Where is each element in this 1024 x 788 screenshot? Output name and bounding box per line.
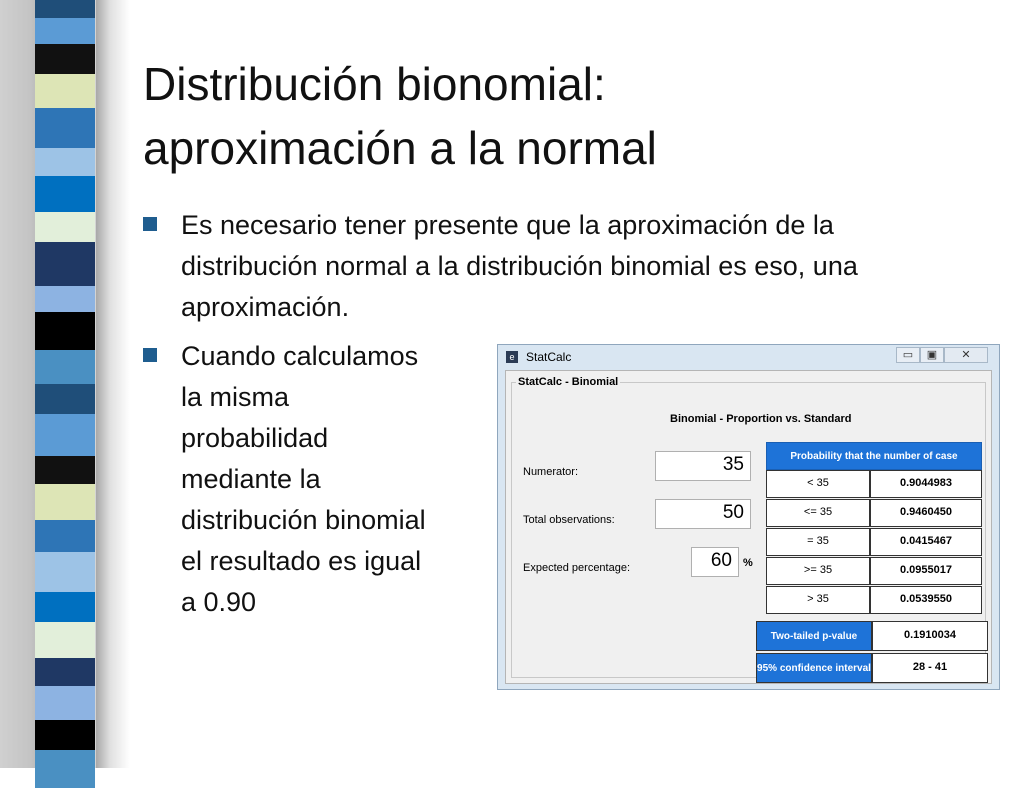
stripe-block	[35, 176, 95, 212]
stripe-block	[35, 384, 95, 414]
numerator-label: Numerator:	[523, 466, 579, 478]
stripe-block	[35, 350, 95, 384]
table-row	[766, 528, 982, 556]
bullet-text-line: distribución normal a la distribución binomial es eso, una	[181, 251, 858, 281]
bullet-text	[181, 336, 481, 623]
probability-cell: 0.9044983	[870, 470, 982, 498]
stripe-block	[35, 658, 95, 686]
confidence-interval-value: 28 - 41	[872, 653, 988, 683]
probability-table-header: Probability that the number of case	[766, 442, 982, 470]
window-titlebar	[498, 345, 999, 369]
stripe-block	[35, 622, 95, 658]
stripe-block	[35, 312, 95, 350]
slide-title-line-2: aproximación a la normal	[143, 122, 657, 174]
stripe-block	[35, 414, 95, 456]
stripe-block	[35, 74, 95, 108]
table-row	[766, 557, 982, 585]
stripe-block	[35, 286, 95, 312]
stripe-block	[35, 686, 95, 720]
condition-cell: >= 35	[766, 557, 870, 585]
slide-decoration-stripe	[35, 0, 95, 768]
table-row	[766, 586, 982, 614]
bullet-text-line: distribución binomial	[181, 505, 426, 535]
bullet-text-line: Cuando calculamos	[181, 341, 419, 371]
probability-cell: 0.9460450	[870, 499, 982, 527]
stripe-block	[35, 18, 95, 44]
numerator-input[interactable]: 35	[655, 451, 751, 481]
minimize-button[interactable]: ▭	[896, 347, 920, 363]
condition-cell: = 35	[766, 528, 870, 556]
bullet-text-line: probabilidad	[181, 423, 329, 453]
stripe-block	[35, 484, 95, 520]
probability-cell: 0.0539550	[870, 586, 982, 614]
stripe-block	[35, 108, 95, 148]
calculator-header: Binomial - Proportion vs. Standard	[670, 413, 852, 425]
confidence-interval-label: 95% confidence interval	[756, 653, 872, 683]
bullet-text-line: la misma	[181, 382, 290, 412]
stripe-block	[35, 750, 95, 788]
window-title: StatCalc	[526, 350, 572, 364]
stripe-block	[35, 0, 95, 18]
bullet-text	[181, 205, 981, 328]
table-row	[766, 470, 982, 498]
expected-percentage-input[interactable]: 60	[691, 547, 739, 577]
bullet-square-icon	[143, 217, 157, 231]
stripe-block	[35, 44, 95, 74]
stripe-block	[35, 242, 95, 286]
stripe-block	[35, 592, 95, 622]
stripe-block	[35, 456, 95, 484]
bullet-text-line: el resultado es igual	[181, 546, 422, 576]
bullet-text-line: mediante la	[181, 464, 321, 494]
confidence-interval-row	[756, 653, 988, 683]
slide-title-line-1: Distribución bionomial:	[143, 58, 606, 110]
stripe-block	[35, 520, 95, 552]
stripe-block	[35, 720, 95, 750]
bullet-text-line: a 0.90	[181, 587, 257, 617]
table-row	[766, 499, 982, 527]
window-client-area	[505, 370, 992, 684]
slide-title	[143, 52, 963, 180]
expected-percentage-label: Expected percentage:	[523, 562, 631, 574]
percent-sign: %	[743, 557, 753, 569]
total-observations-input[interactable]: 50	[655, 499, 751, 529]
two-tailed-label: Two-tailed p-value	[756, 621, 872, 651]
condition-cell: < 35	[766, 470, 870, 498]
statcalc-window-screenshot	[497, 344, 1000, 690]
total-observations-label: Total observations:	[523, 514, 615, 526]
stripe-block	[35, 552, 95, 592]
condition-cell: <= 35	[766, 499, 870, 527]
stripe-block	[35, 212, 95, 242]
two-tailed-value: 0.1910034	[872, 621, 988, 651]
groupbox-label: StatCalc - Binomial	[518, 376, 619, 388]
condition-cell: > 35	[766, 586, 870, 614]
binomial-groupbox	[511, 376, 986, 678]
close-button[interactable]: ✕	[944, 347, 988, 363]
probability-cell: 0.0955017	[870, 557, 982, 585]
maximize-button[interactable]: ▣	[920, 347, 944, 363]
stripe-block	[35, 148, 95, 176]
app-icon: e	[506, 351, 518, 363]
bullet-square-icon	[143, 348, 157, 362]
bullet-text-line: Es necesario tener presente que la aproximación de la	[181, 210, 834, 240]
two-tailed-row	[756, 621, 988, 651]
bullet-text-line: aproximación.	[181, 292, 350, 322]
probability-cell: 0.0415467	[870, 528, 982, 556]
